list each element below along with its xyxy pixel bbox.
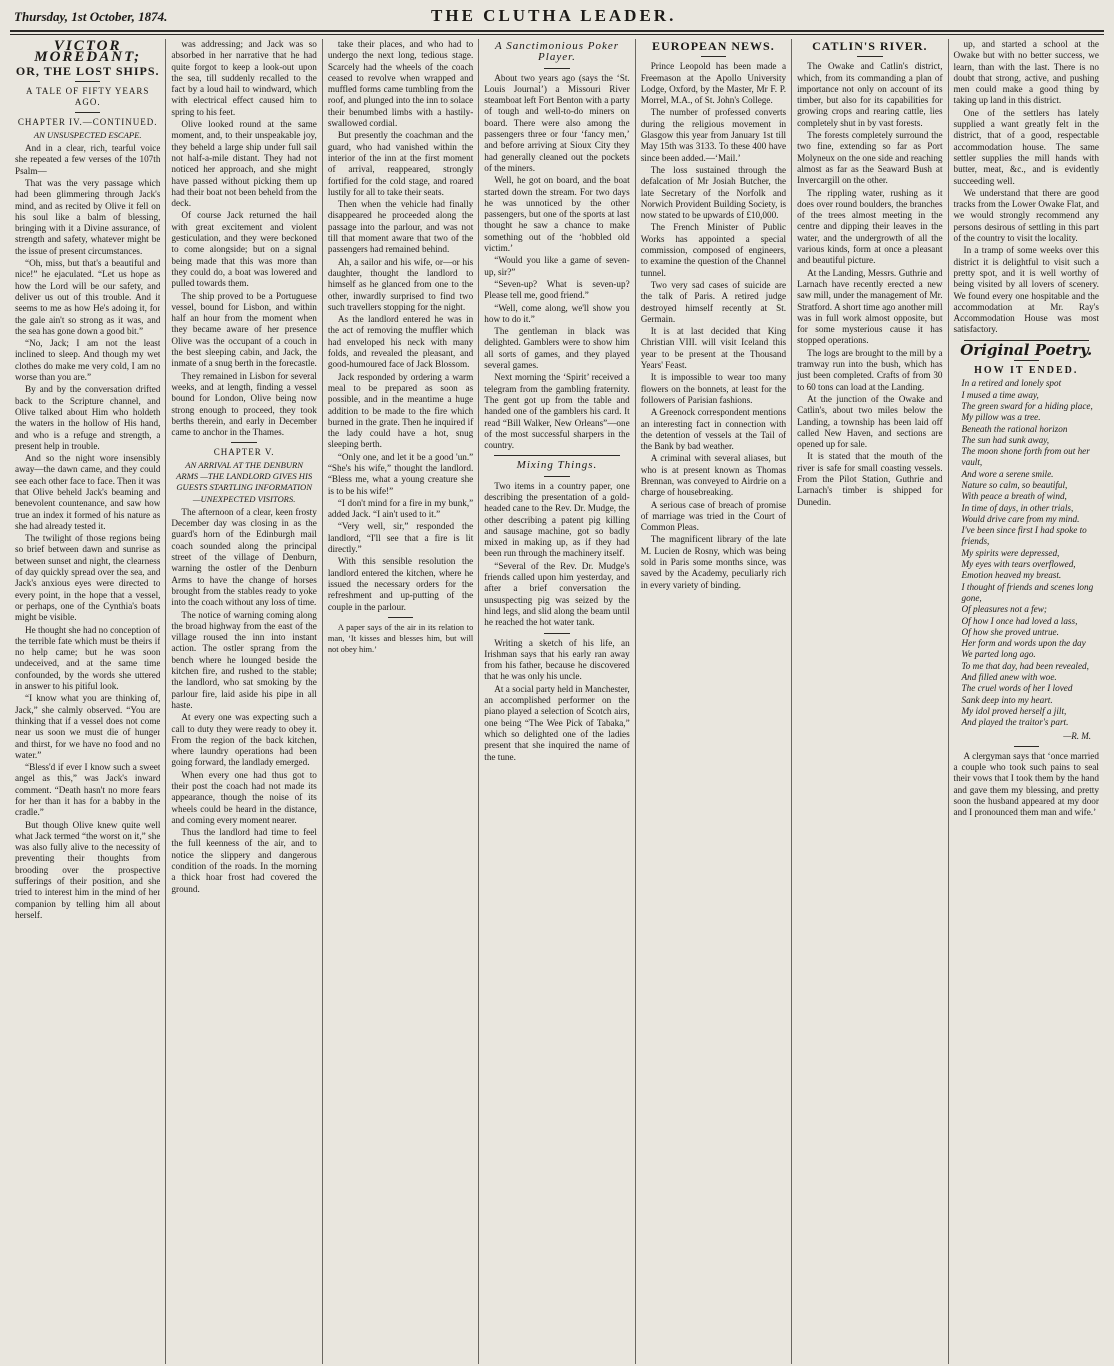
story-subtitle: OR, THE LOST SHIPS.: [15, 63, 160, 78]
divider: [544, 68, 569, 69]
paragraph: Then when the vehicle had finally disappeared he proceeded along the passage into the parlour, and was not till that moment aware that two of the passengers had remained behind.: [327, 199, 474, 255]
poem-line: I mused a time away,: [961, 389, 1039, 400]
poem-line: With peace a breath of wind,: [961, 491, 1067, 502]
paragraph: take their places, and who had to undergo the next long, tedious stage. Scarcely had the wheels of the coach ceased to revolve when wrapped and muffled forms came tumbling from the roof, and plunged into the inn to solace their benumbed limbs with a hastily-swallowed cordial.: [327, 39, 474, 129]
paragraph: At the junction of the Owake and Catlin's, about two miles below the Landing, a township has been laid off called New Haven, and sections are opened up for sale.: [797, 393, 943, 450]
divider: [75, 112, 100, 113]
poem-line: Her form and words upon the day: [961, 638, 1086, 649]
article-heading: CATLIN'S RIVER.: [812, 39, 928, 53]
paragraph: “Would you like a game of seven-up, sir?”: [484, 255, 630, 277]
paragraph: He thought she had no conception of the terrible fate which must be theirs if no help came; but he was soon undeceived, and at the same time confounded, by the words she uttered in answer to his pitiful look.: [15, 624, 161, 692]
divider: [544, 476, 569, 477]
paragraph: But though Olive knew quite well what Jack termed “the worst on it,” she was also fully alive to the necessity of preventing their thoughts from brooding over the prospective sufferings of their position, and she tried to interest him in the mind of her companion by telling him all about herself.: [15, 819, 161, 920]
paragraph: At the Landing, Messrs. Guthrie and Larnach have recently erected a new saw mill, under the management of Mr. Stratford. A short time ago another mill was in full work almost opposite, but for some mysterious cause it has stopped operations.: [797, 267, 943, 346]
poem-line: My spirits were depressed,: [961, 547, 1060, 558]
paragraph: In a tramp of some weeks over this district it is delightful to visit such a pretty spot, and it is well worthy of being visited by all lovers of scenery. We found every one hospitable and the accommodation at Mr. Ray's Accommodation House was most satisfactory.: [953, 245, 1099, 335]
paragraph: And in a clear, rich, tearful voice she repeated a few verses of the 107th Psalm—: [15, 143, 161, 176]
paragraph: A criminal with several aliases, but who is at present known as Thomas Brennan, was conveyed to Airdrie on a charge of housebreaking.: [640, 453, 787, 498]
masthead-rule: [10, 34, 1104, 35]
paragraph: The notice of warning coming along the broad highway from the east of the village roused the inn into instant action. The ostler sprang from the bench where he lounged beside the kitchen fire, and rushed to the stable; the landlord, who sat smoking by the parlour fire, laid aside his pipe in all haste.: [171, 609, 317, 710]
paragraph: was addressing; and Jack was so absorbed in her narrative that he had quite forgot to keep a look-out upon the sea, till suddenly recalled to the fact by a loud hail to windward, which with electrical effect caused him to spring to his feet.: [171, 39, 317, 117]
issue-date: Thursday, 1st October, 1874.: [14, 9, 168, 24]
paragraph: One of the settlers has lately supplied a want greatly felt in the district, that of a good, respectable accommodation house. The same settler supplies the mill hands with butter, meat, &c., and is evidently succeeding well.: [953, 107, 1099, 186]
paragraph: Two items in a country paper, one describing the presentation of a gold-headed cane to the Rev. Dr. Mudge, the other describing a patent pig killing and sausage machine, got so badly mixed in making up, as if they had been run through the machinery itself.: [484, 480, 630, 559]
paragraph: “Well, come along, we'll show you how to do it.”: [484, 302, 630, 324]
poem-line: The sun had sunk away,: [961, 434, 1050, 445]
story-body: [15, 143, 160, 1364]
paragraph: “I don't mind for a fire in my bunk,” added Jack. “I ain't used to it.”: [327, 497, 474, 520]
poem-line: We parted long ago.: [961, 649, 1036, 660]
paragraph: It is stated that the mouth of the river is safe for small coasting vessels. From the Pilot Station, Guthrie and Larnach's timber is shipped for Dunedin.: [797, 451, 943, 507]
column-4: [479, 39, 635, 1364]
column-6: [792, 39, 948, 1364]
footnote: A paper says of the air in its relation to man, ‘It kisses and blesses him, but will not obey him.’: [327, 622, 474, 655]
paragraph: Thus the landlord had time to feel the full keenness of the air, and to notice the slippery and dangerous condition of the roads. In the morning a thick hoar frost had covered the ground.: [171, 827, 317, 894]
paragraph: A Greenock correspondent mentions an interesting fact in connection with the detention of vessels at the Tail of the Bank by bad weather.: [640, 407, 787, 452]
paragraph: That was the very passage which had been glimmering through Jack's mind, and as recited by Olive it fell on his soul like a balm of blessing, bringing with it a Divine assurance, of strength and safety, whatever might be the issue of present circumstances.: [15, 177, 161, 256]
paragraph: The magnificent library of the late M. Lucien de Rosny, which was being sold in Paris some months since, was saved by the Academy, peculiarly rich in every variety of binding.: [640, 534, 787, 590]
paragraph: A clergyman says that ‘once married a couple who took such pains to seal their vows that I took them by the hand and gave them my blessing, and pretty soon the husband appeared at my door and I pronounced them man and wife.’: [953, 750, 1099, 818]
paragraph: Of course Jack returned the hail with great excitement and violent gesticulation, and they were beckoned to come alongside; but on a signal being made that this was more than they could do, a boat was lowered and pulled towards them.: [171, 210, 317, 289]
paragraph: The gentleman in black was delighted. Gamblers were to show him all sorts of games, and they played several games.: [484, 326, 630, 371]
paragraph: “Only one, and let it be a good 'un.” “She's his wife,” thought the landlord. “Bless me, what a young creature she is to be his wife!”: [327, 451, 474, 496]
paragraph: Prince Leopold has been made a Freemason at the Apollo University Lodge, Oxford, by the Master, Mr F. P. Morrel, M.A., of St. John's College.: [640, 61, 787, 106]
article-heading: A Sanctimonious Poker Player.: [494, 40, 619, 64]
poem-line: My pillow was a tree.: [961, 412, 1041, 423]
paragraph: “I know what you are thinking of, Jack,” she calmly observed. “You are thinking that if a vessel does not come near us soon we must die of hunger and thirst, for we have no food and no water.”: [15, 693, 161, 760]
paragraph: Writing a sketch of his life, an Irishman says that his early ran away from his father, because he discovered that he was only his uncle.: [484, 637, 630, 682]
divider: [388, 617, 413, 618]
poem-line: The green sward for a hiding place,: [961, 400, 1093, 411]
divider: [494, 455, 619, 456]
divider: [1014, 746, 1039, 747]
poem-line: And filled anew with woe.: [961, 672, 1057, 683]
chapter-subtitle: AN ARRIVAL AT THE DENBURN ARMS —THE LANDLORD GIVES HIS GUESTS STARTLING INFORMATION—UNEXPECTED VISITORS.: [176, 459, 313, 504]
paragraph: “Bless'd if ever I know such a sweet angel as this,” was Jack's inward comment. “Death hasn't no more fears for her than it has for a babby in the cradle.”: [15, 762, 161, 818]
paragraph: And so the night wore insensibly away—the dawn came, and they could see each other face to face. Then it was that Olive beheld Jack's beaming and benevolent countenance, and saw how true an index it formed of his nature as she had already tested it.: [15, 453, 161, 531]
paragraph: The rippling water, rushing as it does over round boulders, the branches of the trees almost meeting in the centre and dipping their leaves in the water, and the undergrowth of all the various kinds, form at once a pleasant and beautiful picture.: [797, 187, 943, 266]
paragraph: As the landlord entered he was in the act of removing the muffler which had enveloped his neck with many folds, and revealed the pleasant, and good-humoured face of Jack Blossom.: [327, 314, 474, 370]
paragraph: The number of professed converts during the religious movement in Glasgow this year from January 1st till May 15th was 3133. To these 400 have since been added.—‘Mail.’: [640, 107, 787, 163]
poem-line: I've been since first I had spoke to friends,: [961, 525, 1087, 547]
divider: [1014, 360, 1039, 361]
divider: [231, 442, 256, 443]
paragraph: At every one was expecting such a call to duty they were ready to obey it. From the region of the back kitchen, where laundry operations had been going forward, the landlady emerged.: [171, 712, 317, 768]
paragraph: Olive looked round at the same moment, and, to their unspeakable joy, they beheld a large ship under full sail not half-a-mile distant. They had not noticed her approach, and she might have passed without picking them up had their boat not been beheld from the deck.: [171, 119, 317, 209]
paragraph: But presently the coachman and the guard, who had vanished within the interior of the inn at the first moment of arrival, reappeared, strongly fortified for the cold stage, and roared lustily for all to take their seats.: [327, 130, 474, 197]
poem-line: Emotion heaved my breast.: [961, 570, 1062, 581]
divider: [857, 56, 882, 57]
poem-line: And wore a serene smile.: [961, 468, 1054, 479]
paragraph: It is at last decided that King Christian VIII. will visit Iceland this year to be present at the Thousand Years' Feast.: [640, 326, 787, 371]
paragraph: About two years ago (says the ‘St. Louis Journal’) a Missouri River steamboat left Fort Benton with a party of tough and well-to-do miners on board. There were also among the passengers three or four ‘fancy men,’ and before arriving at Sioux City they had generally cleaned out the pockets of the miners.: [484, 72, 630, 173]
paragraph: When every one had thus got to their post the coach had not made its appearance, though the noise of its wheels could be heard in the distance, and coming every moment nearer.: [171, 769, 317, 825]
poem-line: In time of days, in other trials,: [961, 502, 1074, 513]
poem: [962, 378, 1099, 728]
poem-line: The cruel words of her I loved: [961, 683, 1073, 694]
paragraph: up, and started a school at the Owake but with no better success, we learn, than with the last. There is no doubt that strong, active, and pushing men could make a good thing by taking up land in this district.: [953, 39, 1099, 106]
article-heading: Mixing Things.: [516, 459, 598, 472]
paragraph: “No, Jack; I am not the least inclined to sleep. And though my wet clothes do make me very cold, I am no worse than you are.”: [15, 338, 161, 383]
poem-line: Sank deep into my heart.: [961, 694, 1053, 705]
poem-line: To me that day, had been revealed,: [961, 660, 1089, 671]
paragraph: The logs are brought to the mill by a tramway run into the bush, which has just been completed. Crafts of from 30 to 60 tons can load at the Landing.: [797, 347, 943, 392]
story-tagline: A TALE OF FIFTY YEARS AGO.: [25, 85, 150, 108]
divider: [701, 56, 726, 57]
paragraph: The French Minister of Public Works has appointed a special commission, composed of engineers, to examine the question of the Channel tunnel.: [640, 222, 787, 278]
poetry-header: Original Poetry.: [960, 340, 1093, 359]
poem-signature: —R. M.: [1063, 730, 1091, 741]
article-heading: EUROPEAN NEWS.: [652, 39, 775, 53]
paragraph: The ship proved to be a Portuguese vessel, bound for Lisbon, and within half an hour from the moment when they became aware of her presence Olive was the occupant of a couch in the best sleeping cabin, and Jack, the inmate of a snug berth in the forecastle.: [171, 290, 317, 369]
divider: [544, 633, 569, 634]
poem-line: Of how she proved untrue.: [961, 626, 1059, 637]
paragraph: The forests completely surround the two fine, extending so far as Port Molyneux on the one side and reaching almost as far as the Seaward Bush at Invercargill on the other.: [797, 130, 943, 186]
paragraph: At a social party held in Manchester, an accomplished performer on the piano played a selection of Scotch airs, one being “The Wee Pick of Tabaka,” which so delighted one of the ladies present that she inquired the name of the tune.: [484, 683, 630, 762]
poem-line: Of how I once had loved a lass,: [961, 615, 1078, 626]
paragraph: Well, he got on board, and the boat started down the stream. For two days he was unnoticed by the other passengers, but one of the sports at last thought he saw a chance to make something out of the ‘hobbled old victim.’: [484, 175, 630, 254]
paragraph: By and by the conversation drifted back to the Scripture channel, and Olive talked about Him who holdeth the waters in the hollow of His hand, and who is a refuge and strength, a present help in trouble.: [15, 384, 161, 451]
paragraph: It is impossible to wear too many flowers on the bonnets, at least for the followers of Parisian fashions.: [640, 372, 787, 405]
paragraph: The twilight of those regions being so brief between dawn and sunrise as between sunset and night, the clearness of day quickly spread over the sea, and Jack's anxious eyes were directed to every point, in the hope that a vessel, or perhaps, one of the Cynthia's boats might be visible.: [15, 533, 161, 623]
paragraph: The loss sustained through the defalcation of Mr Josiah Butcher, the late Secretary of the Norfolk and Norwich Provident Building Society, is now stated to be upwards of £10,000.: [640, 164, 787, 221]
column-5: [636, 39, 792, 1364]
paragraph: A serious case of breach of promise of marriage was tried in the Court of Common Pleas.: [640, 499, 787, 533]
poem-line: I thought of friends and scenes long gone,: [961, 581, 1094, 603]
poem-line: And played the traitor's part.: [961, 717, 1069, 728]
column-1: [10, 39, 166, 1364]
poem-line: The moon shone forth from out her vault,: [961, 446, 1090, 468]
paper-title: THE CLUTHA LEADER.: [431, 6, 677, 25]
paragraph: “Several of the Rev. Dr. Mudge's friends called upon him yesterday, and after a brief conversation the unsuspecting pig was seized by the hind legs, and slid along the beam until he reached the hot water tank.: [484, 560, 630, 628]
section-heading: AN UNSUSPECTED ESCAPE.: [33, 129, 142, 140]
paragraph: Jack responded by ordering a warm meal to be prepared as soon as possible, and in the meantime a huge addition to be made to the fire which burned in the grate. Then he inquired if the lady could have a hot, snug sleeping berth.: [327, 371, 474, 450]
poem-line: My idol proved herself a jilt,: [961, 705, 1067, 716]
poem-line: Beneath the rational horizon: [961, 423, 1068, 434]
poem-line: Nature so calm, so beautiful,: [961, 479, 1068, 490]
paragraph: The afternoon of a clear, keen frosty December day was closing in as the guard's horn of the Edinburgh mail coach sounded along the principal street of the village of Denburn, warning the ostler of the Denburn Arms to have the change of horses brought from the stables ready to yoke into the coach without any loss of time.: [171, 506, 317, 608]
poem-line: Of pleasures not a few;: [961, 604, 1047, 615]
poem-line: My eyes with tears overflowed,: [961, 559, 1076, 570]
paragraph: Next morning the ‘Spirit’ received a telegram from the gambling fraternity. The gent got up from the table and handed one of the gamblers his card. It read “Bill Walker, New Orleans”—one of the most successful sharpers in the country.: [484, 372, 630, 451]
paragraph: “Seven-up? What is seven-up? Please tell me, good friend.”: [484, 278, 630, 301]
columns: [10, 39, 1104, 1364]
column-2: [166, 39, 322, 1364]
chapter-heading: CHAPTER IV.—CONTINUED.: [17, 117, 158, 128]
paragraph: Two very sad cases of suicide are the talk of Paris. A retired judge destroyed himself recently at St. Germain.: [640, 279, 787, 324]
masthead: [10, 6, 1104, 32]
divider: [75, 81, 100, 82]
story-title: VICTOR MOREDANT;: [34, 39, 142, 66]
column-3: [323, 39, 479, 1364]
chapter-heading: CHAPTER V.: [213, 447, 275, 458]
paragraph: We understand that there are good tracks from the Lower Owake Flat, and we would strongly recommend any persons desirous of settling in this part of the country to visit the locality.: [953, 187, 1099, 244]
column-7: [949, 39, 1104, 1364]
paragraph: Ah, a sailor and his wife, or—or his daughter, thought the landlord to himself as he glanced from one to the other, inwardly surprised to find two such travellers stopping for the night.: [327, 256, 474, 312]
paragraph: They remained in Lisbon for several weeks, and at length, finding a vessel bound for London, Olive being now strong enough to proceed, they took berths therein, and early in December came to anchor in the Thames.: [171, 370, 317, 438]
poem-line: Would drive care from my mind.: [961, 513, 1080, 524]
paragraph: With this sensible resolution the landlord entered the kitchen, where he issued the necessary orders for the refreshment and up-putting of the couple in the parlour.: [327, 556, 474, 612]
poem-title: HOW IT ENDED.: [974, 365, 1079, 377]
poem-line: In a retired and lonely spot: [961, 378, 1062, 389]
paragraph: “Oh, miss, but that's a beautiful and nice!” he ejaculated. “Let us hope as how the Lord will be our safety, and deliver us out of this trouble. And it seems to me as how He's adoing it, for the gale ain't so strong as it was, and the sea has gone down a good bit.”: [15, 258, 161, 336]
paragraph: “Very well, sir,” responded the landlord, “I'll see that a fire is lit directly.”: [327, 521, 474, 555]
paragraph: The Owake and Catlin's district, which, from its commanding a plan of importance not only on account of its timber, but also for its capabilities for growing crops and rearing cattle, lies completely shut in by vast forests.: [797, 61, 943, 128]
